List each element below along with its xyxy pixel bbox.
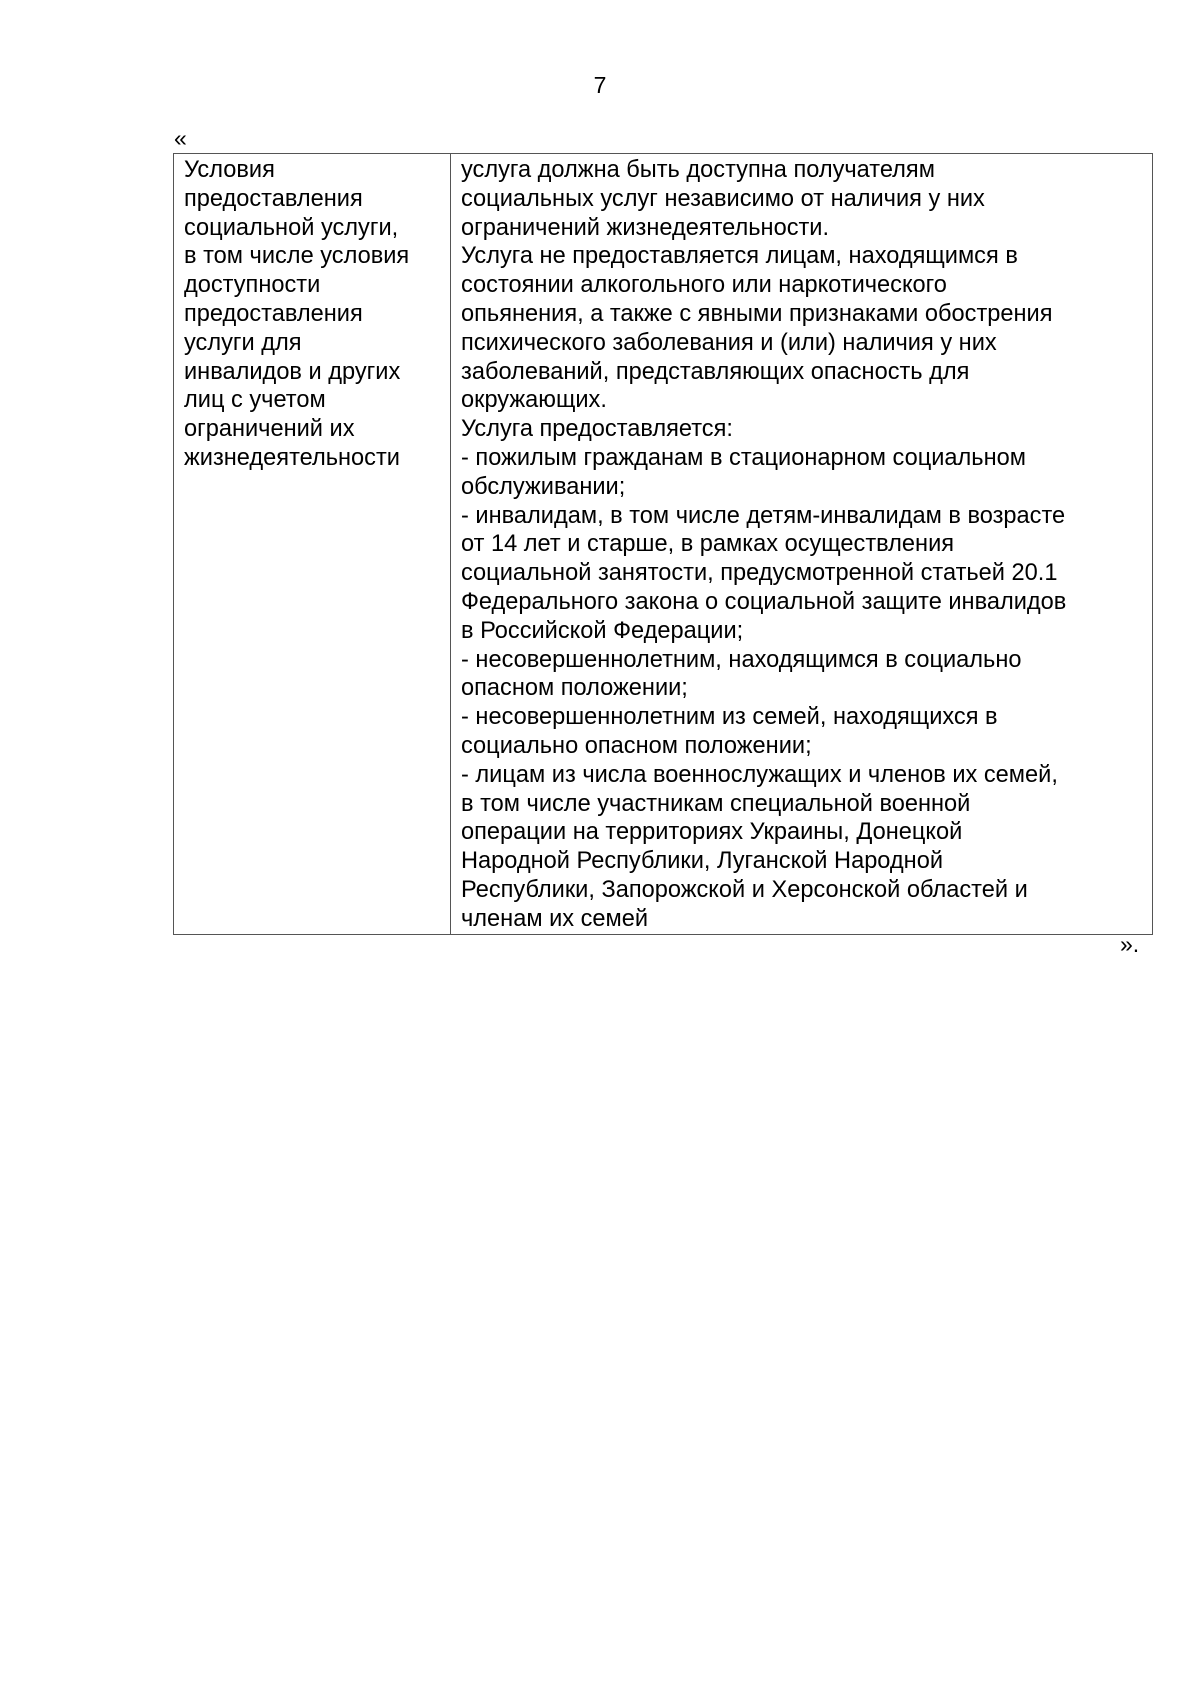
conditions-table — [173, 153, 1153, 935]
opening-quote-mark: « — [174, 125, 187, 151]
row-content-cell: услуга должна быть доступна получателям социальных услуг независимо от наличия у них ограничений жизнедеятельности. Услуга не предоставляется лицам, находящимся в состоянии алкогольного или наркотического опьянения, а также с явными признаками обострения психического заболевания и (или) наличия у них заболеваний, представляющих опасность для окружающих. Услуга предоставляется: - пожилым гражданам в стационарном социальном обслуживании; - инвалидам, в том числе детям-инвалидам в возрасте от 14 лет и старше, в рамках осуществления социальной занятости, предусмотренной статьей 20.1 Федерального закона о социальной защите инвалидов в Российской Федерации; - несовершеннолетним, находящимся в социально опасном положении; - несовершеннолетним из семей, находящихся в социально опасном положении; - лицам из числа военнослужащих и членов их семей, в том числе участникам специальной военной операции на территориях Украины, Донецкой Народной Республики, Луганской Народной Республики, Запорожской и Херсонской областей и членам их семей — [451, 154, 1153, 935]
row-label-cell: Условия предоставления социальной услуги, в том числе условия доступности предоставления услуги для инвалидов и других лиц с учетом ограничений их жизнедеятельности — [174, 154, 451, 935]
table-row — [174, 154, 1153, 935]
page-number: 7 — [593, 72, 607, 98]
closing-quote-mark: ». — [1120, 931, 1140, 957]
